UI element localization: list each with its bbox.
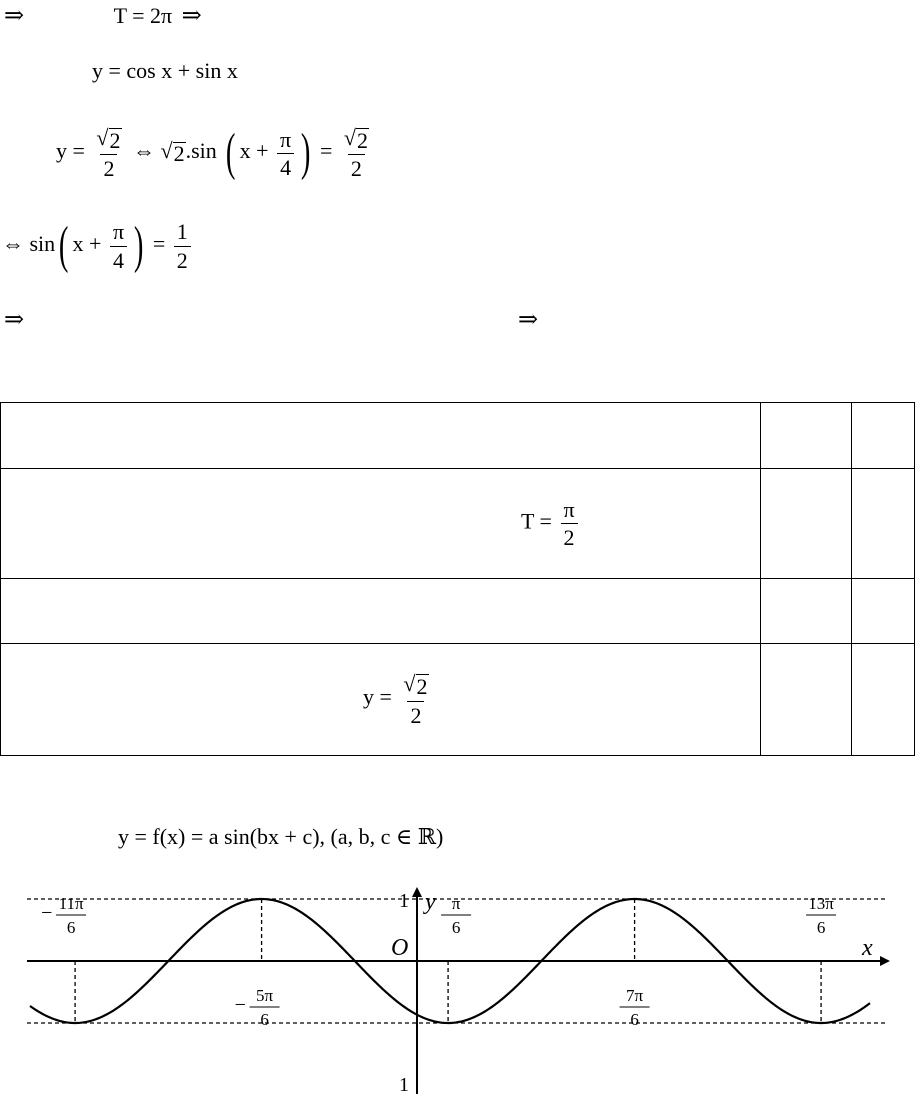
tick-label (806, 894, 836, 937)
inner-x: x + (72, 231, 102, 257)
numerator: π (563, 496, 575, 522)
origin-label: O (391, 935, 409, 961)
denominator: 4 (110, 246, 127, 272)
tick-denominator: 6 (260, 1010, 269, 1029)
period-expression: T = 2π (113, 3, 173, 28)
tick-label (441, 894, 471, 937)
y-max-label: 1 (399, 890, 409, 912)
table-cell (1, 644, 761, 756)
sqrt2-coefficient: √ 2 (160, 138, 185, 167)
denominator: 4 (277, 153, 294, 179)
line-3-equation (56, 126, 375, 180)
table-cell (760, 469, 852, 579)
line-4-equation (2, 217, 194, 274)
denominator: 2 (100, 154, 117, 180)
x-axis-label: x (862, 935, 873, 961)
left-paren: ( (226, 124, 236, 182)
numerator: 1 (176, 219, 188, 245)
value-lhs: y = (363, 684, 392, 710)
table-cell (852, 644, 915, 756)
tick-denominator: 6 (816, 918, 826, 937)
implies-symbol: ⇒ (4, 3, 25, 29)
fraction-sqrt2-over-2-rhs: √ 2 2 (343, 125, 368, 182)
numerator: π (280, 126, 292, 152)
equals-sign: = (152, 231, 166, 257)
minus-sign: − (234, 994, 246, 1016)
tick-label (41, 894, 86, 937)
radicand: 2 (173, 141, 185, 167)
fraction-sqrt2-over-2: √ 2 2 (403, 671, 428, 728)
implies-symbol: ⇒ (4, 307, 25, 333)
function-definition (118, 826, 443, 848)
line-2-equation (92, 60, 238, 82)
table-cell (852, 579, 915, 644)
equivalence-symbol: ⇔ (2, 231, 24, 257)
equals-sign: = (319, 138, 333, 164)
tick-denominator: 6 (451, 918, 461, 937)
implies-symbol: ⇒ (181, 3, 202, 29)
table-cell (1, 469, 761, 579)
denominator: 2 (561, 523, 578, 549)
period-answer (1, 498, 760, 549)
value-answer (1, 672, 760, 726)
implies-symbol: ⇒ (518, 307, 539, 333)
sin-function: .sin (185, 138, 217, 164)
sin-function: sin (29, 231, 56, 257)
right-paren: ) (133, 217, 144, 274)
table-cell (1, 579, 761, 644)
fraction-pi-over-2 (560, 498, 577, 549)
table-cell (852, 403, 915, 469)
equivalence-symbol: ⇔ (133, 138, 155, 164)
function-definition-text: y = f(x) = a sin(bx + c), (a, b, c ∈ ℝ) (118, 824, 444, 849)
tick-numerator: 13π (808, 894, 834, 913)
table-cell (760, 403, 852, 469)
inner-x: x + (239, 138, 269, 164)
y-axis-label: y (425, 889, 436, 915)
table-cell (852, 469, 915, 579)
numerator: π (112, 219, 125, 245)
x-axis-arrow-icon (880, 956, 890, 966)
tick-numerator: 7π (626, 986, 644, 1005)
lhs-variable: y = (56, 138, 85, 164)
denominator: 2 (407, 701, 424, 727)
tick-numerator: 5π (256, 986, 274, 1005)
radicand: 2 (416, 674, 428, 700)
line-1 (4, 4, 202, 28)
function-equation: y = cos x + sin x (92, 58, 238, 83)
line-5 (4, 308, 604, 332)
left-paren: ( (59, 217, 69, 274)
tick-denominator: 6 (66, 918, 76, 937)
fraction-pi-over-4 (110, 220, 127, 271)
minus-sign: − (41, 902, 53, 924)
table-cell (760, 579, 852, 644)
fraction-1-over-2 (174, 220, 191, 271)
radicand: 2 (356, 128, 368, 153)
answer-table (0, 402, 915, 756)
right-paren: ) (301, 124, 311, 182)
y-axis-arrow-icon (412, 887, 422, 897)
denominator: 2 (348, 154, 365, 180)
sine-graph (22, 885, 892, 1094)
denominator: 2 (174, 246, 191, 272)
y-min-label: 1 (399, 1074, 409, 1094)
tick-numerator: π (451, 894, 461, 913)
table-cell (1, 403, 761, 469)
fraction-sqrt2-over-2: √ 2 2 (96, 125, 121, 182)
tick-denominator: 6 (630, 1010, 639, 1029)
radicand: 2 (109, 128, 121, 153)
period-lhs: T = (521, 508, 552, 534)
table-cell (760, 644, 852, 756)
fraction-pi-over-4 (277, 128, 294, 179)
tick-numerator: 11π (58, 894, 84, 913)
